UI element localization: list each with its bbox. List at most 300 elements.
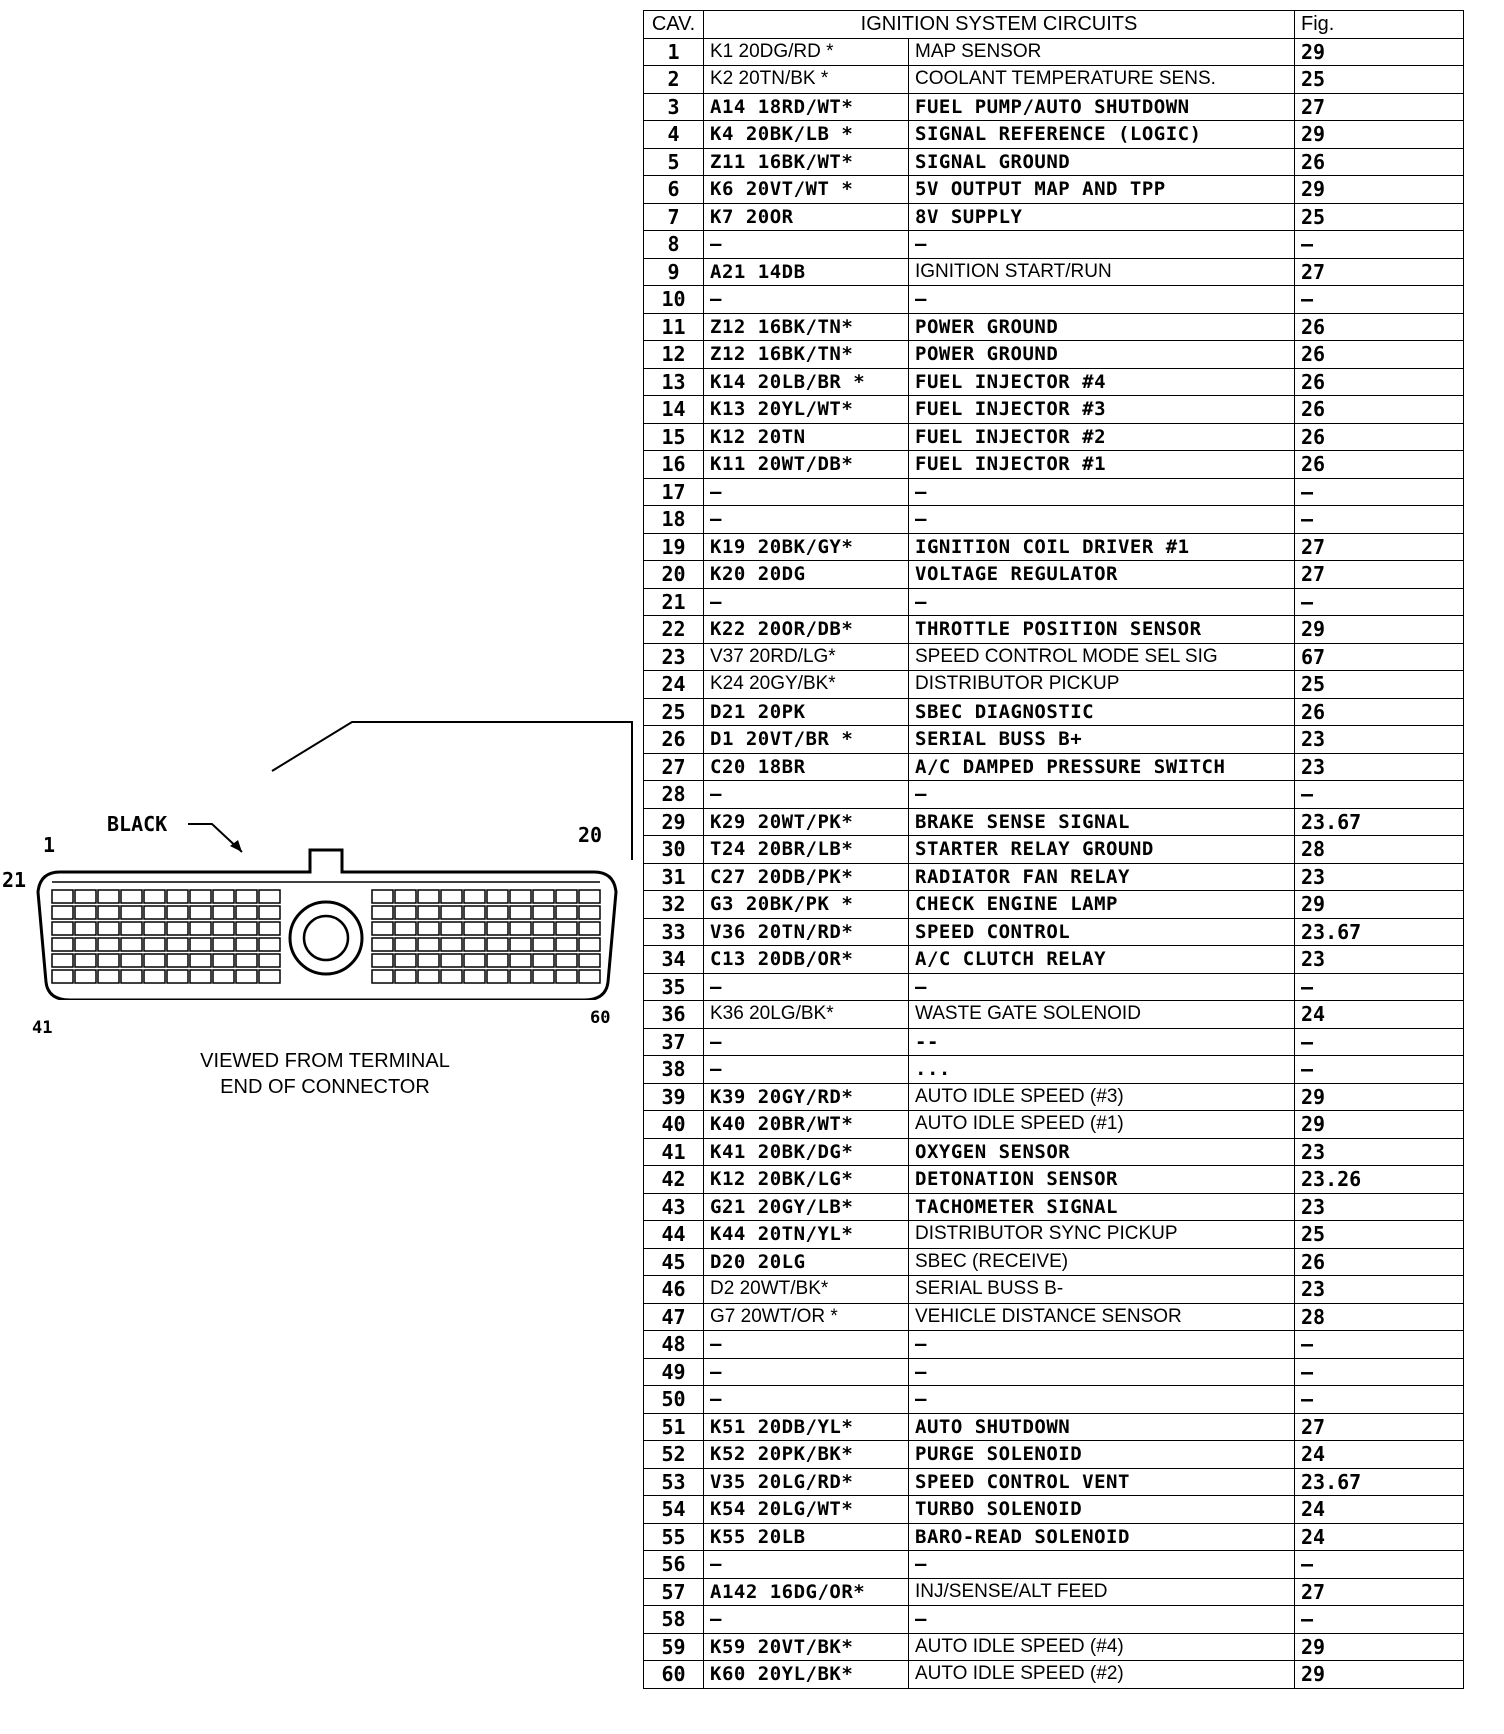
connector-pin (144, 890, 165, 903)
connector-pin (395, 890, 416, 903)
connector-pin (510, 970, 531, 983)
connector-pin (236, 890, 257, 903)
circuit-name-cell: FUEL PUMP/AUTO SHUTDOWN (909, 93, 1295, 121)
connector-pin (75, 890, 96, 903)
table-row (644, 506, 1464, 534)
figure-ref-cell: 26 (1295, 1248, 1464, 1276)
circuit-name-cell: — (909, 506, 1295, 534)
table-header-row (644, 11, 1464, 39)
connector-pin (533, 922, 554, 935)
wire-code-cell: K51 20DB/YL* (704, 1413, 909, 1441)
cav-cell: 29 (644, 808, 704, 836)
wire-code-cell: — (704, 1386, 909, 1414)
connector-pin (579, 954, 600, 967)
wire-code-cell: G7 20WT/OR * (704, 1303, 909, 1331)
circuit-name-cell: FUEL INJECTOR #4 (909, 368, 1295, 396)
connector-pin (75, 954, 96, 967)
figure-ref-cell: 29 (1295, 38, 1464, 66)
wire-code-cell: K44 20TN/YL* (704, 1221, 909, 1249)
circuit-name-cell: IGNITION COIL DRIVER #1 (909, 533, 1295, 561)
connector-pin (372, 970, 393, 983)
figure-ref-cell: 27 (1295, 1413, 1464, 1441)
table-row (644, 1331, 1464, 1359)
cav-cell: 35 (644, 973, 704, 1001)
figure-ref-cell: 25 (1295, 671, 1464, 699)
figure-ref-cell: 24 (1295, 1001, 1464, 1029)
table-row (644, 1166, 1464, 1194)
cav-cell: 3 (644, 93, 704, 121)
figure-ref-cell: — (1295, 1331, 1464, 1359)
connector-pin (190, 890, 211, 903)
table-row (644, 1276, 1464, 1304)
figure-ref-cell: 23 (1295, 753, 1464, 781)
circuit-name-cell: SBEC DIAGNOSTIC (909, 698, 1295, 726)
figure-ref-cell: 26 (1295, 423, 1464, 451)
connector-pin (213, 922, 234, 935)
connector-pin (121, 890, 142, 903)
figure-ref-cell: 29 (1295, 1083, 1464, 1111)
connector-pin (259, 906, 280, 919)
table-row (644, 698, 1464, 726)
table-row (644, 863, 1464, 891)
figure-ref-cell: 23 (1295, 946, 1464, 974)
table-row (644, 808, 1464, 836)
pin-label-1: 1 (43, 833, 56, 857)
figure-ref-cell: 24 (1295, 1441, 1464, 1469)
cav-cell: 41 (644, 1138, 704, 1166)
wire-code-cell: K11 20WT/DB* (704, 451, 909, 479)
connector-pin (52, 954, 73, 967)
cav-cell: 32 (644, 891, 704, 919)
cav-cell: 22 (644, 616, 704, 644)
connector-pin (121, 938, 142, 951)
wire-code-cell: A142 16DG/OR* (704, 1578, 909, 1606)
table-row (644, 946, 1464, 974)
table-row (644, 1358, 1464, 1386)
figure-ref-cell: 26 (1295, 341, 1464, 369)
table-row (644, 121, 1464, 149)
figure-ref-cell: 26 (1295, 148, 1464, 176)
wire-code-cell: A21 14DB (704, 258, 909, 286)
wire-code-cell: K52 20PK/BK* (704, 1441, 909, 1469)
connector-pin (464, 922, 485, 935)
figure-ref-cell: 23 (1295, 1276, 1464, 1304)
figure-ref-cell: 26 (1295, 396, 1464, 424)
cav-cell: 8 (644, 231, 704, 259)
wire-code-cell: K19 20BK/GY* (704, 533, 909, 561)
connector-pin (98, 922, 119, 935)
cav-cell: 48 (644, 1331, 704, 1359)
connector-pin (441, 922, 462, 935)
wire-code-cell: K14 20LB/BR * (704, 368, 909, 396)
figure-ref-cell: — (1295, 1056, 1464, 1084)
cav-cell: 51 (644, 1413, 704, 1441)
table-row (644, 66, 1464, 94)
cav-cell: 36 (644, 1001, 704, 1029)
connector-pin (236, 922, 257, 935)
connector-pin (121, 922, 142, 935)
connector-pin (259, 954, 280, 967)
wire-code-cell: K55 20LB (704, 1523, 909, 1551)
cav-cell: 52 (644, 1441, 704, 1469)
table-row (644, 176, 1464, 204)
connector-pin (167, 970, 188, 983)
circuit-name-cell: SERIAL BUSS B- (909, 1276, 1295, 1304)
figure-ref-cell: 23.67 (1295, 808, 1464, 836)
wire-code-cell: — (704, 588, 909, 616)
pin-label-20: 20 (578, 823, 603, 847)
figure-ref-cell: — (1295, 973, 1464, 1001)
connector-pin (464, 890, 485, 903)
table-row (644, 1413, 1464, 1441)
cav-cell: 60 (644, 1661, 704, 1689)
connector-pin (121, 954, 142, 967)
table-row (644, 1193, 1464, 1221)
connector-pin (372, 922, 393, 935)
connector-caption (150, 1048, 500, 1100)
wire-code-cell: D2 20WT/BK* (704, 1276, 909, 1304)
pin-label-60: 60 (590, 1008, 611, 1028)
connector-pin (52, 906, 73, 919)
figure-ref-cell: 29 (1295, 176, 1464, 204)
wire-code-cell: — (704, 1331, 909, 1359)
cav-cell: 5 (644, 148, 704, 176)
table-row (644, 561, 1464, 589)
circuit-name-cell: FUEL INJECTOR #1 (909, 451, 1295, 479)
connector-pin (98, 938, 119, 951)
figure-ref-cell: 23.67 (1295, 1468, 1464, 1496)
cav-cell: 55 (644, 1523, 704, 1551)
table-row (644, 423, 1464, 451)
circuit-name-cell: 5V OUTPUT MAP AND TPP (909, 176, 1295, 204)
wire-code-cell: — (704, 781, 909, 809)
table-row (644, 1001, 1464, 1029)
figure-ref-cell: — (1295, 506, 1464, 534)
connector-pin (487, 890, 508, 903)
circuit-name-cell: — (909, 588, 1295, 616)
pinout-table-container (643, 10, 1463, 1689)
figure-ref-cell: 26 (1295, 451, 1464, 479)
connector-pin (441, 970, 462, 983)
table-row (644, 368, 1464, 396)
connector-pin (75, 922, 96, 935)
connector-pin (556, 938, 577, 951)
figure-ref-cell: 23 (1295, 863, 1464, 891)
cav-cell: 21 (644, 588, 704, 616)
connector-pin (98, 906, 119, 919)
cav-cell: 38 (644, 1056, 704, 1084)
connector-pin (52, 922, 73, 935)
connector-pin (259, 890, 280, 903)
figure-ref-cell: 25 (1295, 203, 1464, 231)
figure-ref-cell: 26 (1295, 313, 1464, 341)
pin-label-21: 21 (2, 868, 27, 892)
table-row (644, 148, 1464, 176)
table-row (644, 836, 1464, 864)
figure-ref-cell: 23 (1295, 1138, 1464, 1166)
figure-ref-cell: 28 (1295, 1303, 1464, 1331)
connector-pin (464, 938, 485, 951)
wire-code-cell: K7 20OR (704, 203, 909, 231)
cav-cell: 47 (644, 1303, 704, 1331)
connector-pin (556, 954, 577, 967)
figure-ref-cell: 29 (1295, 616, 1464, 644)
circuit-name-cell: SPEED CONTROL MODE SEL SIG (909, 643, 1295, 671)
cav-cell: 23 (644, 643, 704, 671)
connector-diagram (0, 700, 660, 1120)
figure-ref-cell: 24 (1295, 1523, 1464, 1551)
circuit-name-cell: AUTO IDLE SPEED (#4) (909, 1633, 1295, 1661)
connector-pin (236, 906, 257, 919)
wire-code-cell: — (704, 1056, 909, 1084)
connector-pin (213, 890, 234, 903)
cav-cell: 39 (644, 1083, 704, 1111)
wire-code-cell: — (704, 1028, 909, 1056)
table-row (644, 1496, 1464, 1524)
pin-label-41: 41 (32, 1018, 53, 1038)
cav-cell: 40 (644, 1111, 704, 1139)
figure-ref-cell: 29 (1295, 121, 1464, 149)
circuit-name-cell: WASTE GATE SOLENOID (909, 1001, 1295, 1029)
wire-code-cell: K54 20LG/WT* (704, 1496, 909, 1524)
cav-cell: 33 (644, 918, 704, 946)
wire-code-cell: — (704, 231, 909, 259)
table-row (644, 671, 1464, 699)
connector-pin (579, 906, 600, 919)
wire-code-cell: D1 20VT/BR * (704, 726, 909, 754)
circuit-name-cell: BRAKE SENSE SIGNAL (909, 808, 1295, 836)
connector-pin (75, 906, 96, 919)
figure-ref-cell: 27 (1295, 533, 1464, 561)
wire-code-cell: K39 20GY/RD* (704, 1083, 909, 1111)
connector-pin (418, 922, 439, 935)
cav-cell: 26 (644, 726, 704, 754)
circuit-name-cell: AUTO IDLE SPEED (#1) (909, 1111, 1295, 1139)
circuit-name-cell: 8V SUPPLY (909, 203, 1295, 231)
figure-ref-cell: — (1295, 1358, 1464, 1386)
wire-code-cell: — (704, 1606, 909, 1634)
wire-code-cell: K6 20VT/WT * (704, 176, 909, 204)
cav-cell: 46 (644, 1276, 704, 1304)
circuit-name-cell: DISTRIBUTOR SYNC PICKUP (909, 1221, 1295, 1249)
figure-ref-cell: 25 (1295, 1221, 1464, 1249)
connector-pin (510, 938, 531, 951)
table-row (644, 1083, 1464, 1111)
wire-code-cell: V36 20TN/RD* (704, 918, 909, 946)
figure-ref-cell: 26 (1295, 368, 1464, 396)
connector-pin (510, 954, 531, 967)
connector-pin (144, 938, 165, 951)
table-row (644, 93, 1464, 121)
table-row (644, 1633, 1464, 1661)
cav-cell: 25 (644, 698, 704, 726)
connector-pin (167, 906, 188, 919)
connector-pin (167, 922, 188, 935)
wire-code-cell: G3 20BK/PK * (704, 891, 909, 919)
connector-pin (556, 906, 577, 919)
connector-pin (464, 970, 485, 983)
wire-code-cell: — (704, 506, 909, 534)
connector-pin (487, 954, 508, 967)
wire-code-cell: K4 20BK/LB * (704, 121, 909, 149)
circuit-name-cell: DISTRIBUTOR PICKUP (909, 671, 1295, 699)
table-row (644, 1138, 1464, 1166)
connector-pin (144, 922, 165, 935)
cav-cell: 37 (644, 1028, 704, 1056)
connector-pin (372, 938, 393, 951)
circuit-name-cell: TURBO SOLENOID (909, 1496, 1295, 1524)
connector-pin (441, 954, 462, 967)
table-row (644, 533, 1464, 561)
connector-pin (98, 954, 119, 967)
pinout-table-body (644, 38, 1464, 1688)
circuit-name-cell: SPEED CONTROL (909, 918, 1295, 946)
figure-ref-cell: — (1295, 231, 1464, 259)
table-row (644, 203, 1464, 231)
wire-code-cell: D21 20PK (704, 698, 909, 726)
wire-code-cell: — (704, 1358, 909, 1386)
cav-cell: 24 (644, 671, 704, 699)
figure-ref-cell: 23 (1295, 726, 1464, 754)
table-row (644, 1248, 1464, 1276)
circuit-name-cell: FUEL INJECTOR #3 (909, 396, 1295, 424)
cav-cell: 18 (644, 506, 704, 534)
wire-code-cell: T24 20BR/LB* (704, 836, 909, 864)
figure-ref-cell: — (1295, 1606, 1464, 1634)
connector-pin (395, 954, 416, 967)
table-row (644, 1661, 1464, 1689)
connector-pin (533, 890, 554, 903)
figure-ref-cell: 27 (1295, 561, 1464, 589)
connector-pin (441, 890, 462, 903)
table-row (644, 38, 1464, 66)
connector-pin (579, 890, 600, 903)
wire-code-cell: D20 20LG (704, 1248, 909, 1276)
circuit-name-cell: VOLTAGE REGULATOR (909, 561, 1295, 589)
cav-cell: 43 (644, 1193, 704, 1221)
circuit-name-cell: SPEED CONTROL VENT (909, 1468, 1295, 1496)
table-row (644, 286, 1464, 314)
table-row (644, 478, 1464, 506)
table-row (644, 313, 1464, 341)
connector-pin (395, 938, 416, 951)
circuit-name-cell: BARO-READ SOLENOID (909, 1523, 1295, 1551)
connector-pin (52, 890, 73, 903)
connector-pin (121, 906, 142, 919)
circuit-name-cell: COOLANT TEMPERATURE SENS. (909, 66, 1295, 94)
connector-pin (579, 938, 600, 951)
wire-code-cell: K29 20WT/PK* (704, 808, 909, 836)
cav-cell: 30 (644, 836, 704, 864)
connector-pin (144, 970, 165, 983)
cav-cell: 1 (644, 38, 704, 66)
circuit-name-cell: SIGNAL GROUND (909, 148, 1295, 176)
circuit-name-cell: IGNITION START/RUN (909, 258, 1295, 286)
pinout-table (643, 10, 1464, 1689)
wire-code-cell: C20 18BR (704, 753, 909, 781)
cav-cell: 15 (644, 423, 704, 451)
connector-pin (259, 970, 280, 983)
connector-pin (556, 970, 577, 983)
figure-ref-cell: 67 (1295, 643, 1464, 671)
cav-cell: 11 (644, 313, 704, 341)
table-row (644, 781, 1464, 809)
table-row (644, 1386, 1464, 1414)
circuit-name-cell: SIGNAL REFERENCE (LOGIC) (909, 121, 1295, 149)
figure-ref-cell: 29 (1295, 1111, 1464, 1139)
wire-code-cell: — (704, 286, 909, 314)
connector-pin (441, 938, 462, 951)
wire-code-cell: V37 20RD/LG* (704, 643, 909, 671)
circuit-name-cell: AUTO SHUTDOWN (909, 1413, 1295, 1441)
connector-pin (556, 922, 577, 935)
connector-pin (464, 954, 485, 967)
connector-pin (533, 954, 554, 967)
connector-pin (98, 890, 119, 903)
connector-pin (579, 970, 600, 983)
cav-cell: 50 (644, 1386, 704, 1414)
connector-pin (213, 906, 234, 919)
connector-pin (533, 970, 554, 983)
table-row (644, 1303, 1464, 1331)
header-title: IGNITION SYSTEM CIRCUITS (704, 11, 1295, 39)
connector-pin (533, 938, 554, 951)
connector-pin (487, 970, 508, 983)
cav-cell: 31 (644, 863, 704, 891)
connector-pin (236, 938, 257, 951)
circuit-name-cell: A/C CLUTCH RELAY (909, 946, 1295, 974)
caption-line-2: END OF CONNECTOR (220, 1076, 430, 1098)
circuit-name-cell: POWER GROUND (909, 341, 1295, 369)
table-row (644, 588, 1464, 616)
connector-pin (372, 954, 393, 967)
connector-pin (418, 906, 439, 919)
circuit-name-cell: — (909, 1606, 1295, 1634)
wire-code-cell: K41 20BK/DG* (704, 1138, 909, 1166)
wire-code-cell: C27 20DB/PK* (704, 863, 909, 891)
connector-pin (213, 970, 234, 983)
wire-code-cell: K13 20YL/WT* (704, 396, 909, 424)
figure-ref-cell: — (1295, 478, 1464, 506)
connector-pin (213, 938, 234, 951)
connector-pin (75, 970, 96, 983)
header-cav: CAV. (644, 11, 704, 39)
circuit-name-cell: — (909, 478, 1295, 506)
table-row (644, 1028, 1464, 1056)
table-row (644, 1578, 1464, 1606)
cav-cell: 2 (644, 66, 704, 94)
cav-cell: 59 (644, 1633, 704, 1661)
wire-code-cell: K12 20BK/LG* (704, 1166, 909, 1194)
connector-pin (487, 938, 508, 951)
connector-pin (259, 938, 280, 951)
cav-cell: 12 (644, 341, 704, 369)
figure-ref-cell: 23.26 (1295, 1166, 1464, 1194)
table-row (644, 258, 1464, 286)
cav-cell: 56 (644, 1551, 704, 1579)
wire-code-cell: Z11 16BK/WT* (704, 148, 909, 176)
caption-line-1: VIEWED FROM TERMINAL (200, 1050, 450, 1072)
figure-ref-cell: 27 (1295, 93, 1464, 121)
circuit-name-cell: — (909, 1386, 1295, 1414)
connector-pin (167, 954, 188, 967)
connector-pin (418, 938, 439, 951)
table-row (644, 973, 1464, 1001)
circuit-name-cell: FUEL INJECTOR #2 (909, 423, 1295, 451)
connector-pin (144, 906, 165, 919)
connector-pin (418, 970, 439, 983)
cav-cell: 9 (644, 258, 704, 286)
